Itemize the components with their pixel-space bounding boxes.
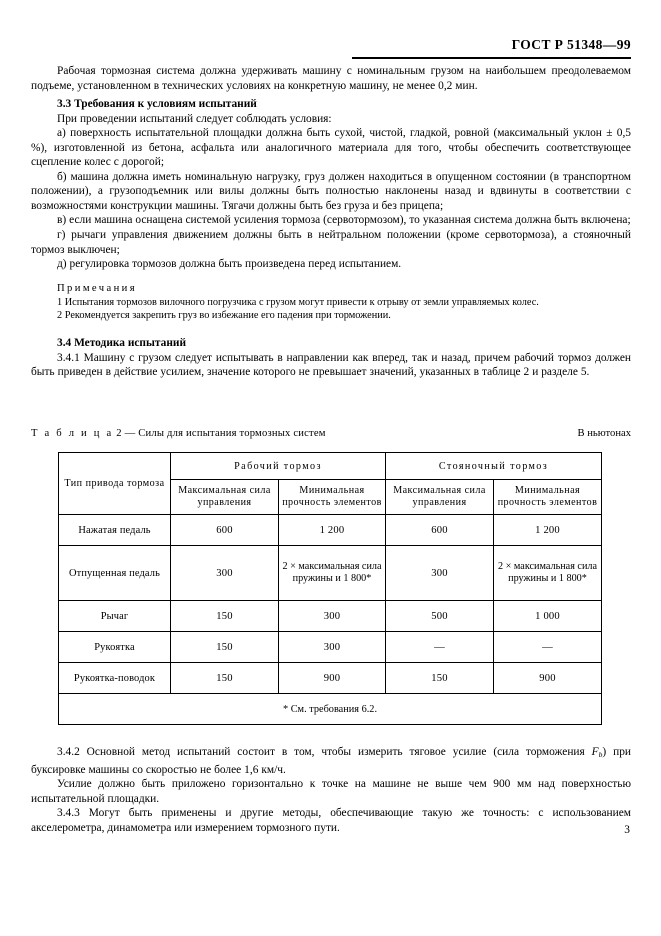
section-3-4-heading: 3.4 Методика испытаний bbox=[57, 337, 187, 350]
table-caption-dash: — bbox=[124, 428, 136, 439]
cell-value: 600 bbox=[386, 515, 494, 546]
table-subheader-service-max-force: Максимальная сила управления bbox=[171, 480, 279, 515]
table-row bbox=[59, 632, 602, 663]
cell-value: 500 bbox=[386, 601, 494, 632]
note-item-2: 2 Рекомендуется закрепить груз во избежание его падения при торможении. bbox=[57, 310, 391, 322]
force-symbol: F bbox=[591, 746, 599, 758]
table-row bbox=[59, 515, 602, 546]
table-container bbox=[58, 452, 601, 725]
cell-value: 300 bbox=[386, 546, 494, 601]
section-3-3-lead: При проведении испытаний следует соблюдать условия: bbox=[57, 112, 332, 125]
notes-title: Примечания bbox=[57, 282, 137, 294]
table-subheader-parking-min-strength: Минимальная прочность элементов bbox=[494, 480, 602, 515]
section-3-3-item-g: г) рычаги управления движением должны быть в нейтральном положении (кроме сервотормоза), а стояночный тормоз выключен; bbox=[31, 229, 631, 256]
cell-value: 150 bbox=[171, 632, 279, 663]
cell-value: 1 200 bbox=[279, 515, 386, 546]
table-caption-text bbox=[31, 428, 326, 439]
bottom-text-content bbox=[31, 745, 631, 835]
cell-value: 150 bbox=[171, 601, 279, 632]
main-text-content bbox=[31, 64, 631, 380]
cell-value: 900 bbox=[279, 663, 386, 694]
cell-value: 300 bbox=[279, 632, 386, 663]
section-3-3-item-b: б) машина должна иметь номинальную нагрузку, груз должен находиться в опущенном состоянии (в транспортном положении), а грузоподъемник или вилы должны быть полностью наклонены назад и вдвинуты в соответствии с возможностями конструкции машины. Тягачи должны быть без груза и без прицепа; bbox=[31, 170, 631, 212]
section-3-4-1-paragraph: 3.4.1 Машину с грузом следует испытывать в направлении как вперед, так и назад, причем рабочий тормоз должен быть приведен в действие усилием, значение которого не превышает значений, указанных в таблице 2 и разделе 5. bbox=[31, 351, 631, 379]
cell-value: — bbox=[494, 632, 602, 663]
force-symbol-subscript: b bbox=[598, 750, 603, 759]
table-subheader-service-min-strength: Минимальная прочность элементов bbox=[279, 480, 386, 515]
table-footnote: * См. требования 6.2. bbox=[59, 694, 602, 725]
table-footnote-row bbox=[59, 694, 602, 725]
section-3-3-item-v: в) если машина оснащена системой усиления тормоза (сервотормозом), то указанная система должна быть включена; bbox=[57, 214, 631, 227]
spacer bbox=[31, 323, 631, 336]
table-row bbox=[59, 601, 602, 632]
section-3-4-2-text-a: 3.4.2 Основной метод испытаний состоит в том, чтобы измерить тяговое усилие (сила торможения bbox=[57, 746, 592, 758]
row-label-handle-tiller: Рукоятка-поводок bbox=[59, 663, 171, 694]
table-caption-number: 2 bbox=[116, 428, 122, 439]
cell-value: 600 bbox=[171, 515, 279, 546]
table-caption-title: Силы для испытания тормозных систем bbox=[138, 428, 326, 439]
cell-value: 1 000 bbox=[494, 601, 602, 632]
table-group-header-parking-brake: Стояночный тормоз bbox=[386, 453, 602, 480]
spacer bbox=[31, 272, 631, 282]
cell-value: 2 × максимальная сила пружины и 1 800* bbox=[494, 546, 602, 601]
table-group-header-service-brake: Рабочий тормоз bbox=[171, 453, 386, 480]
table-units-label: В ньютонах bbox=[577, 428, 631, 439]
table-row bbox=[59, 546, 602, 601]
cell-value: 1 200 bbox=[494, 515, 602, 546]
page-number: 3 bbox=[624, 824, 630, 836]
section-3-3-item-d: д) регулировка тормозов должна быть произведена перед испытанием. bbox=[57, 258, 402, 271]
row-label-lever: Рычаг bbox=[59, 601, 171, 632]
intro-paragraph: Рабочая тормозная система должна удерживать машину с номинальным грузом на наибольшем преодолеваемом подъеме, установленном в технических условиях на конкретную машину, не менее 0,2 мин. bbox=[31, 65, 631, 92]
cell-value: 150 bbox=[386, 663, 494, 694]
table-header-row-groups bbox=[59, 453, 602, 480]
force-application-paragraph: Усилие должно быть приложено горизонтально к точке на машине не выше чем 900 мм над поверхностью испытательной площадки. bbox=[31, 778, 631, 805]
section-3-3-item-a: а) поверхность испытательной площадки должна быть сухой, чистой, гладкой, ровной (максимальный уклон ± 0,5 %), изготовленной из бетона, асфальта или аналогичного материала для того, чтобы обеспечить соответствующее сцепление колес с дорогой; bbox=[31, 127, 631, 169]
cell-value: — bbox=[386, 632, 494, 663]
table-stub-header: Тип привода тормоза bbox=[59, 453, 171, 515]
section-3-4-3-paragraph: 3.4.3 Могут быть применены и другие методы, обеспечивающие такую же точность: с использованием акселерометра, динамометра или измерением тормозного пути. bbox=[31, 807, 631, 834]
section-3-4-2-paragraph bbox=[31, 745, 631, 777]
table-subheader-parking-max-force: Максимальная сила управления bbox=[386, 480, 494, 515]
table-body bbox=[59, 515, 602, 725]
standard-header: ГОСТ Р 51348—99 bbox=[511, 37, 631, 52]
cell-value: 300 bbox=[171, 546, 279, 601]
header-rule bbox=[352, 57, 631, 59]
table-caption-prefix: Т а б л и ц а bbox=[31, 428, 114, 439]
cell-value: 900 bbox=[494, 663, 602, 694]
table-caption bbox=[31, 428, 631, 439]
cell-value: 300 bbox=[279, 601, 386, 632]
section-3-3-heading: 3.3 Требования к условиям испытаний bbox=[57, 98, 257, 111]
cell-value: 150 bbox=[171, 663, 279, 694]
brake-forces-table bbox=[58, 452, 602, 725]
note-item-1: 1 Испытания тормозов вилочного погрузчика с грузом могут привести к отрыву от земли управляемых колес. bbox=[57, 296, 539, 308]
table-row bbox=[59, 663, 602, 694]
cell-value: 2 × максимальная сила пружины и 1 800* bbox=[279, 546, 386, 601]
table-head bbox=[59, 453, 602, 515]
row-label-handle: Рукоятка bbox=[59, 632, 171, 663]
row-label-pressed-pedal: Нажатая педаль bbox=[59, 515, 171, 546]
row-label-released-pedal: Отпущенная педаль bbox=[59, 546, 171, 601]
section-3-4-2-text-b: ) при буксировке машины со скоростью не более 1,6 км/ч. bbox=[31, 746, 631, 776]
